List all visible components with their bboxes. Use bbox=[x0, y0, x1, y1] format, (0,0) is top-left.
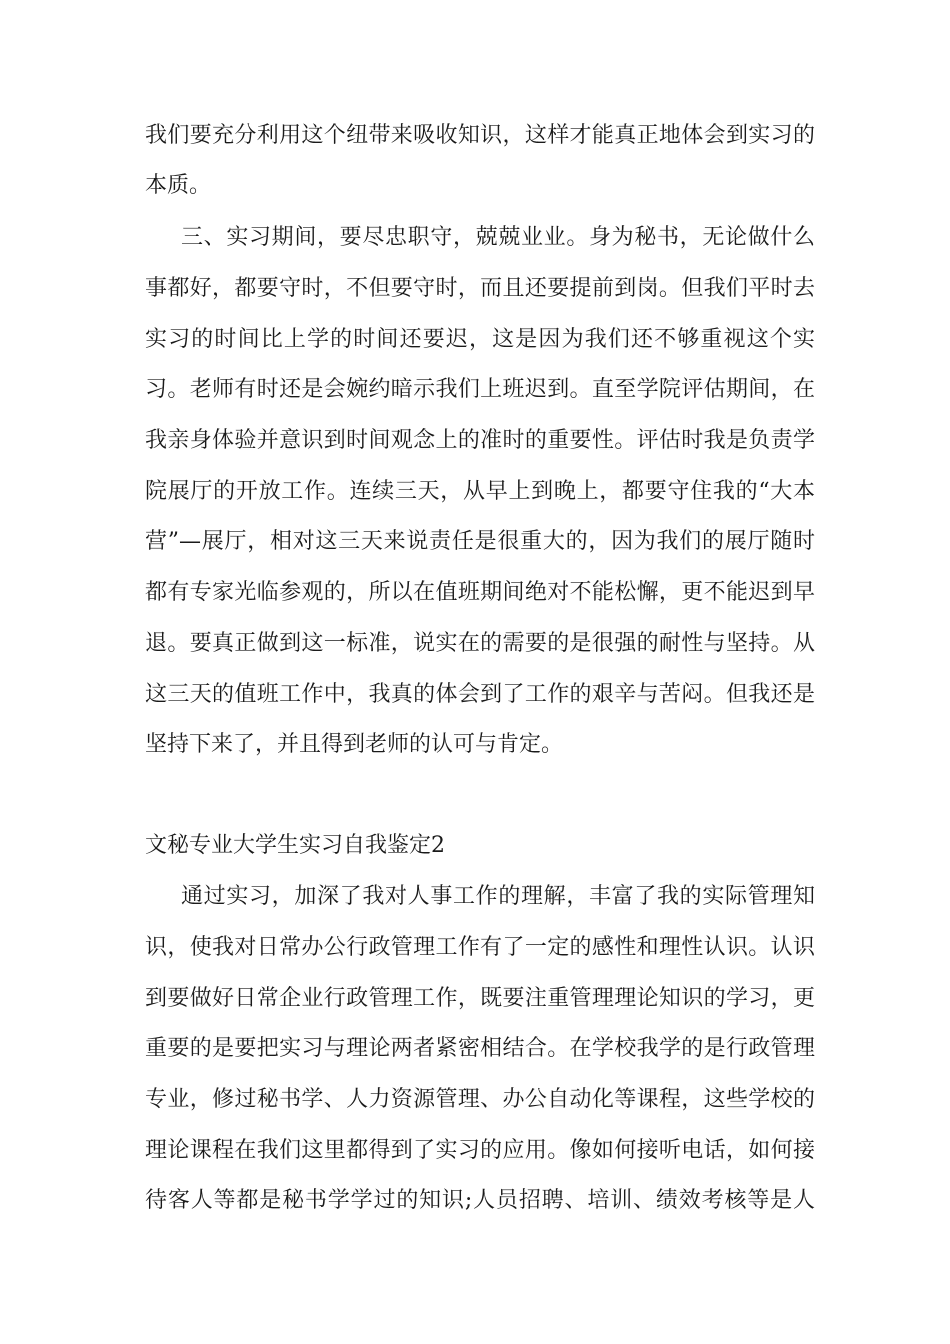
paragraph-line: 退。要真正做到这一标准，说实在的需要的是很强的耐性与坚持。从 bbox=[145, 631, 815, 656]
paragraph-line: 理论课程在我们这里都得到了实习的应用。像如何接听电话，如何接 bbox=[145, 1138, 815, 1163]
section-heading: 文秘专业大学生实习自我鉴定2 bbox=[145, 833, 445, 858]
paragraph-line: 实习的时间比上学的时间还要迟，这是因为我们还不够重视这个实 bbox=[145, 327, 815, 352]
paragraph-line: 三、实习期间，要尽忠职守，兢兢业业。身为秘书，无论做什么 bbox=[181, 225, 815, 250]
paragraph-line: 营”—展厅，相对这三天来说责任是很重大的，因为我们的展厅随时 bbox=[145, 529, 815, 554]
paragraph-line: 这三天的值班工作中，我真的体会到了工作的艰辛与苦闷。但我还是 bbox=[145, 682, 815, 707]
paragraph-line: 待客人等都是秘书学学过的知识;人员招聘、培训、绩效考核等是人 bbox=[145, 1188, 815, 1213]
paragraph-line: 重要的是要把实习与理论两者紧密相结合。在学校我学的是行政管理 bbox=[145, 1036, 815, 1061]
paragraph-line: 本质。 bbox=[145, 173, 212, 198]
paragraph-line: 到要做好日常企业行政管理工作，既要注重管理理论知识的学习，更 bbox=[145, 986, 815, 1011]
paragraph-line: 事都好，都要守时，不但要守时，而且还要提前到岗。但我们平时去 bbox=[145, 276, 815, 301]
paragraph-line: 坚持下来了，并且得到老师的认可与肯定。 bbox=[145, 732, 564, 757]
paragraph-line: 识，使我对日常办公行政管理工作有了一定的感性和理性认识。认识 bbox=[145, 935, 815, 960]
paragraph-line: 习。老师有时还是会婉约暗示我们上班迟到。直至学院评估期间，在 bbox=[145, 377, 815, 402]
paragraph-line: 专业，修过秘书学、人力资源管理、办公自动化等课程，这些学校的 bbox=[145, 1087, 815, 1112]
paragraph-line: 我亲身体验并意识到时间观念上的准时的重要性。评估时我是负责学 bbox=[145, 428, 815, 453]
paragraph-line: 通过实习，加深了我对人事工作的理解，丰富了我的实际管理知 bbox=[181, 884, 815, 909]
paragraph-line: 我们要充分利用这个纽带来吸收知识，这样才能真正地体会到实习的 bbox=[145, 123, 815, 148]
paragraph-line: 院展厅的开放工作。连续三天，从早上到晚上，都要守住我的“大本 bbox=[145, 479, 815, 504]
paragraph-line: 都有专家光临参观的，所以在值班期间绝对不能松懈，更不能迟到早 bbox=[145, 580, 815, 605]
